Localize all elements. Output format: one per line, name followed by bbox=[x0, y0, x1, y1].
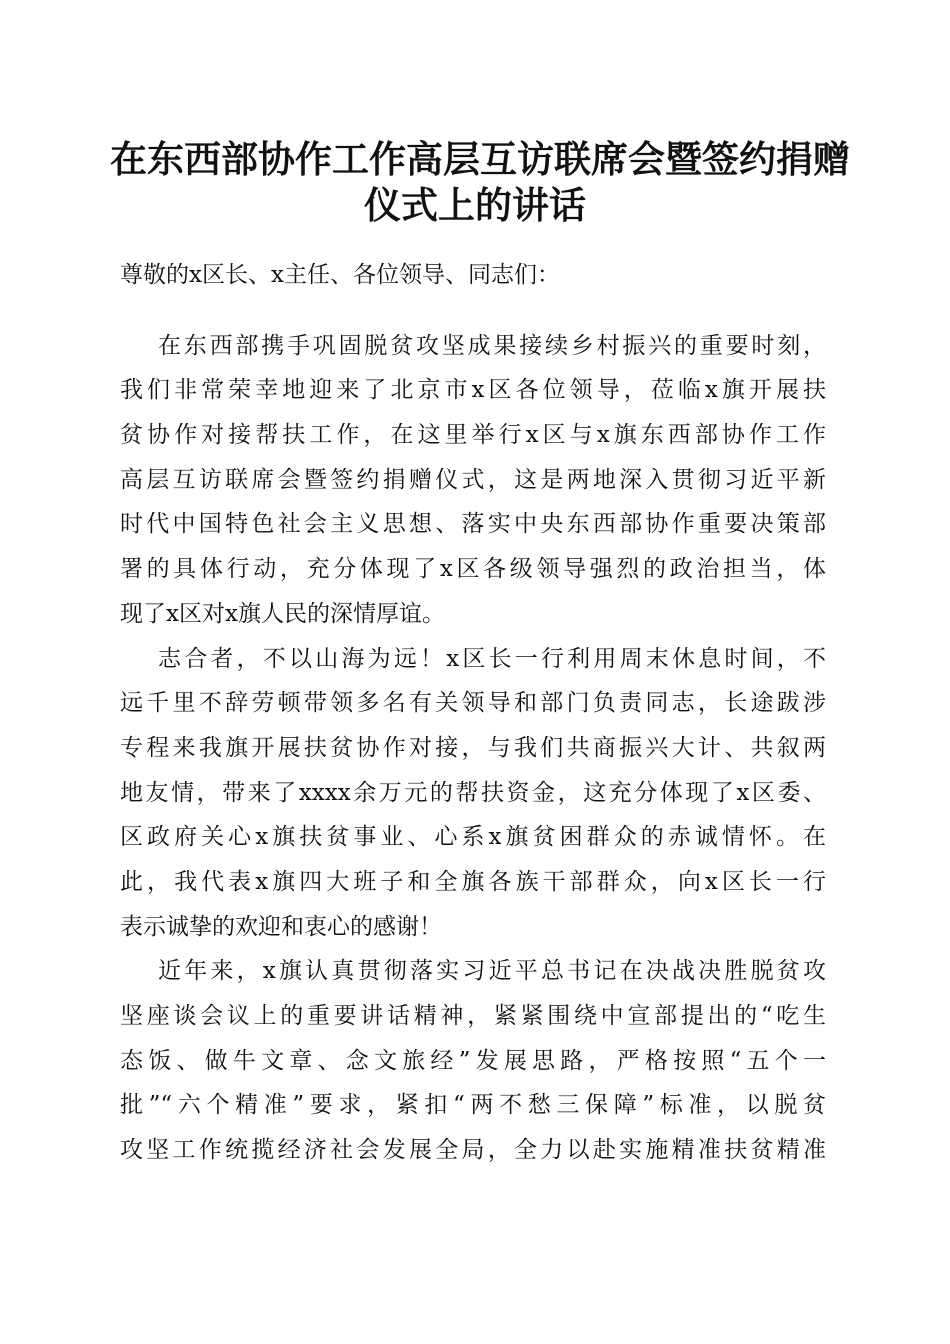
greeting: 尊敬的x区长、x主任、各位领导、同志们： bbox=[120, 262, 560, 288]
paragraph-line: 专程来我旗开展扶贫协作对接，与我们共商振兴大计、共叙两 bbox=[120, 734, 826, 761]
paragraph bbox=[120, 637, 826, 950]
paragraph-line: 时代中国特色社会主义思想、落实中央东西部协作重要决策部 bbox=[120, 511, 826, 538]
paragraph-line: 我们非常荣幸地迎来了北京市x区各位领导，莅临x旗开展扶 bbox=[120, 377, 826, 404]
title-line: 仪式上的讲话 bbox=[364, 183, 586, 227]
paragraph-line: 现了x区对x旗人民的深情厚谊。 bbox=[120, 600, 445, 627]
paragraph-line: 区政府关心x旗扶贫事业、心系x旗贫困群众的赤诚情怀。在 bbox=[120, 824, 826, 851]
paragraph-line: 此，我代表x旗四大班子和全旗各族干部群众，向x区长一行 bbox=[120, 868, 826, 895]
paragraph-line: 高层互访联席会暨签约捐赠仪式，这是两地深入贯彻习近平新 bbox=[120, 466, 826, 493]
paragraph-line: 贫协作对接帮扶工作，在这里举行x区与x旗东西部协作工作 bbox=[120, 422, 826, 449]
paragraph-line: 志合者，不以山海为远！x区长一行利用周末休息时间，不 bbox=[158, 645, 826, 672]
paragraph-line: 署的具体行动，充分体现了x区各级领导强烈的政治担当，体 bbox=[120, 556, 826, 583]
paragraph-line: 批”“六个精准”要求，紧扣“两不愁三保障”标准，以脱贫 bbox=[120, 1092, 826, 1119]
paragraph-line: 近年来，x旗认真贯彻落实习近平总书记在决战决胜脱贫攻 bbox=[158, 958, 826, 985]
title-line: 在东西部协作工作高层互访联席会暨签约捐赠 bbox=[110, 137, 850, 181]
paragraph-line: 坚座谈会议上的重要讲话精神，紧紧围绕中宣部提出的“吃生 bbox=[120, 1003, 826, 1029]
paragraph-line: 表示诚挚的欢迎和衷心的感谢！ bbox=[120, 913, 442, 940]
paragraph bbox=[120, 949, 826, 1172]
paragraph-line: 攻坚工作统揽经济社会发展全局，全力以赴实施精准扶贫精准 bbox=[120, 1137, 826, 1164]
paragraph-line: 地友情，带来了xxxx余万元的帮扶资金，这充分体现了x区委、 bbox=[120, 779, 826, 806]
paragraph-line: 态饭、做牛文章、念文旅经”发展思路，严格按照“五个一 bbox=[120, 1047, 826, 1074]
paragraph bbox=[120, 324, 826, 637]
document-body bbox=[120, 253, 826, 1173]
paragraph-line: 远千里不辞劳顿带领多名有关领导和部门负责同志，长途跋涉 bbox=[120, 690, 826, 717]
paragraph-line: 在东西部携手巩固脱贫攻坚成果接续乡村振兴的重要时刻， bbox=[158, 332, 826, 359]
document-title bbox=[110, 136, 850, 228]
